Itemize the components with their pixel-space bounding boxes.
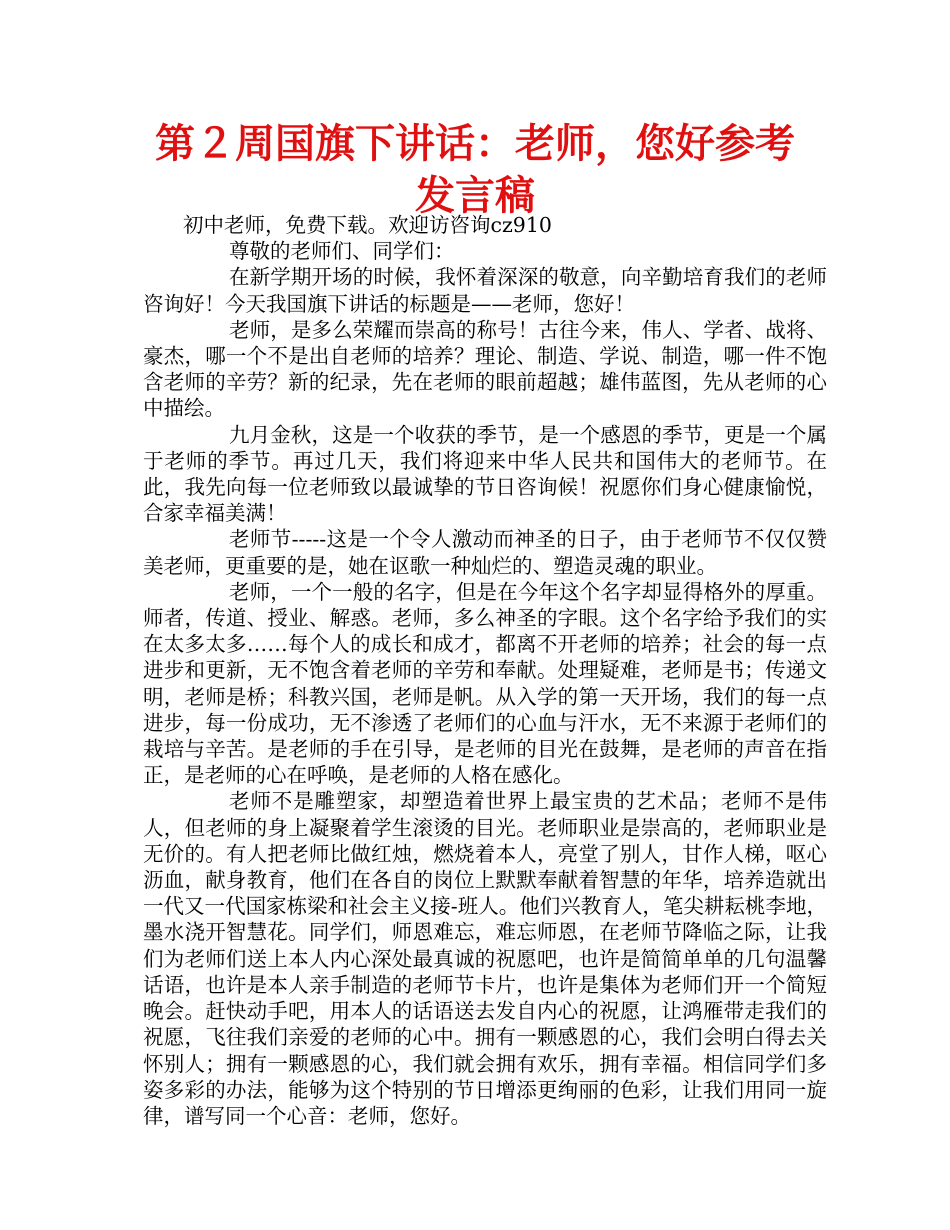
paragraph-5: 老师，一个一般的名字，但是在今年这个名字却显得格外的厚重。师者，传道、授业、解惑。老师，多么神圣的字眼。这个名字给予我们的实在太多太多……每个人的成长和成才，都离不开老师的培养；社会的每一点进步和更新，无不饱含着老师的辛劳和奉献。处理疑难，老师是书；传递文明，老师是桥；科教兴国，老师是帆。从入学的第一天开场，我们的每一点进步，每一份成功，无不渗透了老师们的心血与汗水，无不来源于老师们的栽培与辛苦。是老师的手在引导，是老师的目光在鼓舞，是老师的声音在指正，是老师的心在呼唤，是老师的人格在感化。 — [143, 579, 827, 788]
paragraph-4: 老师节-----这是一个令人激动而神圣的日子，由于老师节不仅仅赞美老师，更重要的是，她在讴歌一种灿烂的、塑造灵魂的职业。 — [143, 527, 827, 578]
document-title: 第２周国旗下讲话：老师，您好参考发言稿 — [155, 121, 795, 219]
document-body — [143, 212, 827, 1129]
paragraph-2: 老师，是多么荣耀而崇高的称号！古往今来，伟人、学者、战将、豪杰，哪一个不是出自老师的培养？理论、制造、学说、制造，哪一件不饱含老师的辛劳？新的纪录，先在老师的眼前超越；雄伟蓝图，先从老师的心中描绘。 — [143, 317, 827, 421]
intro-line: 初中老师，免费下载。欢迎访咨询cz910 — [183, 213, 552, 237]
paragraph-3: 九月金秋，这是一个收获的季节，是一个感恩的季节，更是一个属于老师的季节。再过几天，我们将迎来中华人民共和国伟大的老师节。在此，我先向每一位老师致以最诚挚的节日咨询候！祝愿你们身心健康愉悦，合家幸福美满！ — [143, 422, 827, 526]
paragraph-1: 在新学期开场的时候，我怀着深深的敬意，向辛勤培育我们的老师咨询好！今天我国旗下讲话的标题是——老师，您好！ — [143, 265, 827, 316]
paragraph-6: 老师不是雕塑家，却塑造着世界上最宝贵的艺术品；老师不是伟人，但老师的身上凝聚着学生滚烫的目光。老师职业是崇高的，老师职业是无价的。有人把老师比做红烛，燃烧着本人，亮堂了别人，甘作人梯，呕心沥血，献身教育，他们在各自的岗位上默默奉献着智慧的年华，培养造就出一代又一代国家栋梁和社会主义接-班人。他们兴教育人，笔尖耕耘桃李地，墨水浇开智慧花。同学们，师恩难忘，难忘师恩，在老师节降临之际，让我们为老师们送上本人内心深处最真诚的祝愿吧，也许是简简单单的几句温馨话语，也许是本人亲手制造的老师节卡片，也许是集体为老师们开一个简短晚会。赶快动手吧，用本人的话语送去发自内心的祝愿，让鸿雁带走我们的祝愿，飞往我们亲爱的老师的心中。拥有一颗感恩的心，我们会明白得去关怀别人；拥有一颗感恩的心，我们就会拥有欢乐，拥有幸福。相信同学们多姿多彩的办法，能够为这个特别的节日增添更绚丽的色彩，让我们用同一旋律，谱写同一个心音：老师，您好。 — [143, 789, 827, 1128]
greeting-line: 尊敬的老师们、同学们： — [229, 239, 455, 264]
